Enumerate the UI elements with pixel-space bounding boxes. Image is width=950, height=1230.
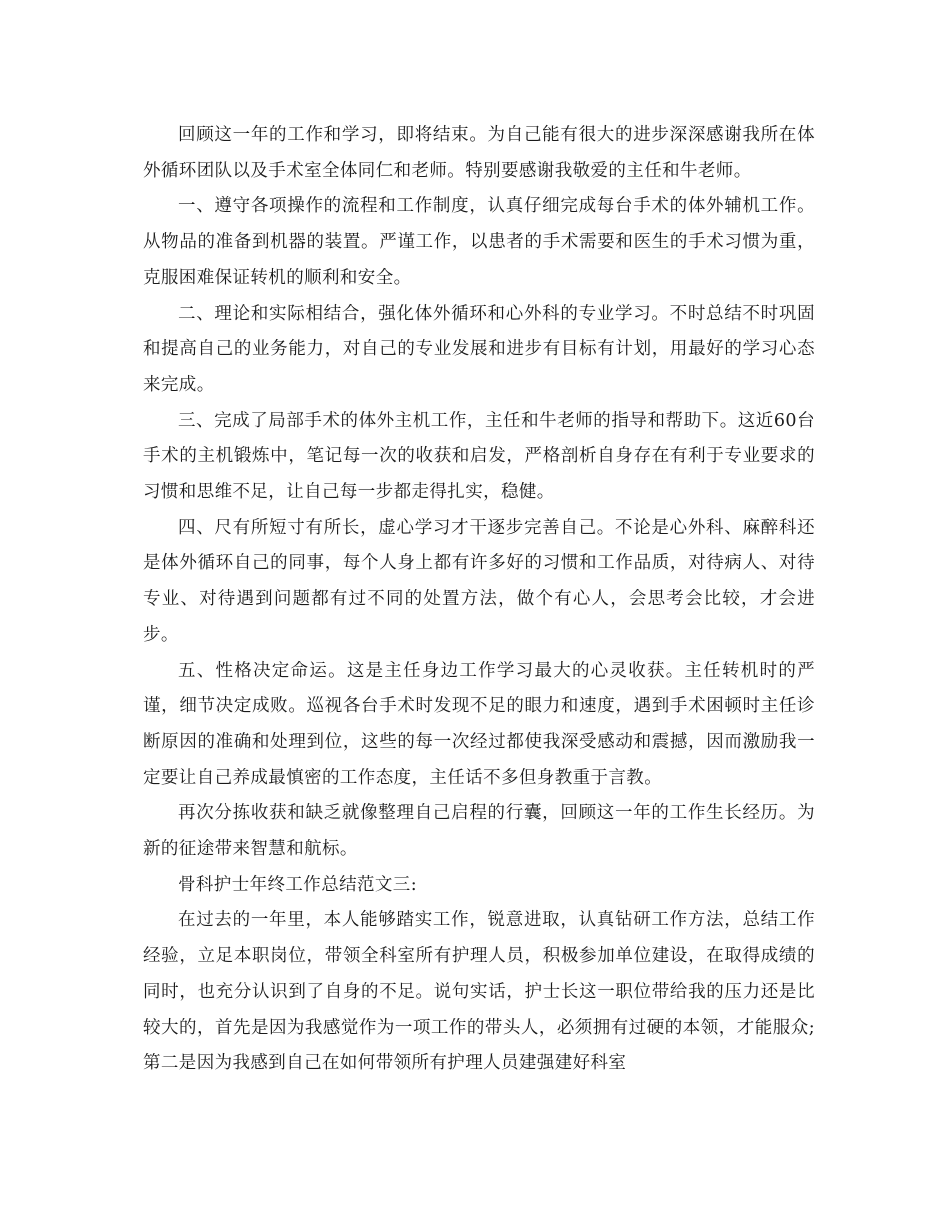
paragraph-3: 二、理论和实际相结合，强化体外循环和心外科的专业学习。不时总结不时巩固和提高自己的业务能力，对自己的专业发展和进步有目标有计划，用最好的学习心态来完成。: [143, 303, 815, 395]
paragraph-5: 四、尺有所短寸有所长，虚心学习才干逐步完善自己。不论是心外科、麻醉科还是体外循环自己的同事，每个人身上都有许多好的习惯和工作品质，对待病人、对待专业、对待遇到问题都有过不同的处置方法，做个有心人，会思考会比较，才会进步。: [143, 517, 815, 645]
paragraph-2: 一、遵守各项操作的流程和工作制度，认真仔细完成每台手术的体外辅机工作。从物品的准备到机器的装置。严谨工作，以患者的手术需要和医生的手术习惯为重，克服困难保证转机的顺利和安全。: [143, 196, 815, 288]
section-heading: 骨科护士年终工作总结范文三:: [178, 874, 417, 895]
paragraph-7: 再次分拣收获和缺乏就像整理自己启程的行囊，回顾这一年的工作生长经历。为新的征途带来智慧和航标。: [143, 803, 815, 860]
paragraph-6: 五、性格决定命运。这是主任身边工作学习最大的心灵收获。主任转机时的严谨，细节决定成败。巡视各台手术时发现不足的眼力和速度，遇到手术困顿时主任诊断原因的准确和处理到位，这些的每一次经过都使我深受感动和震撼，因而激励我一定要让自己养成最慎密的工作态度，主任话不多但身教重于言教。: [143, 660, 815, 788]
paragraph-4: 三、完成了局部手术的体外主机工作，主任和牛老师的指导和帮助下。这近60台手术的主机锻炼中，笔记每一次的收获和启发，严格剖析自身存在有利于专业要求的习惯和思维不足，让自己每一步都走得扎实，稳健。: [143, 410, 815, 503]
paragraph-8: 在过去的一年里，本人能够踏实工作，锐意进取，认真钻研工作方法，总结工作经验，立足本职岗位，带领全科室所有护理人员，积极参加单位建设，在取得成绩的同时，也充分认识到了自身的不足。说句实话，护士长这一职位带给我的压力还是比较大的，首先是因为我感觉作为一项工作的带头人，必须拥有过硬的本领，才能服众;第二是因为我感到自己在如何带领所有护理人员建强建好科室: [143, 910, 815, 1074]
paragraph-1: 回顾这一年的工作和学习，即将结束。为自己能有很大的进步深深感谢我所在体外循环团队以及手术室全体同仁和老师。特别要感谢我敬爱的主任和牛老师。: [143, 125, 815, 181]
document-body: [143, 118, 815, 1082]
